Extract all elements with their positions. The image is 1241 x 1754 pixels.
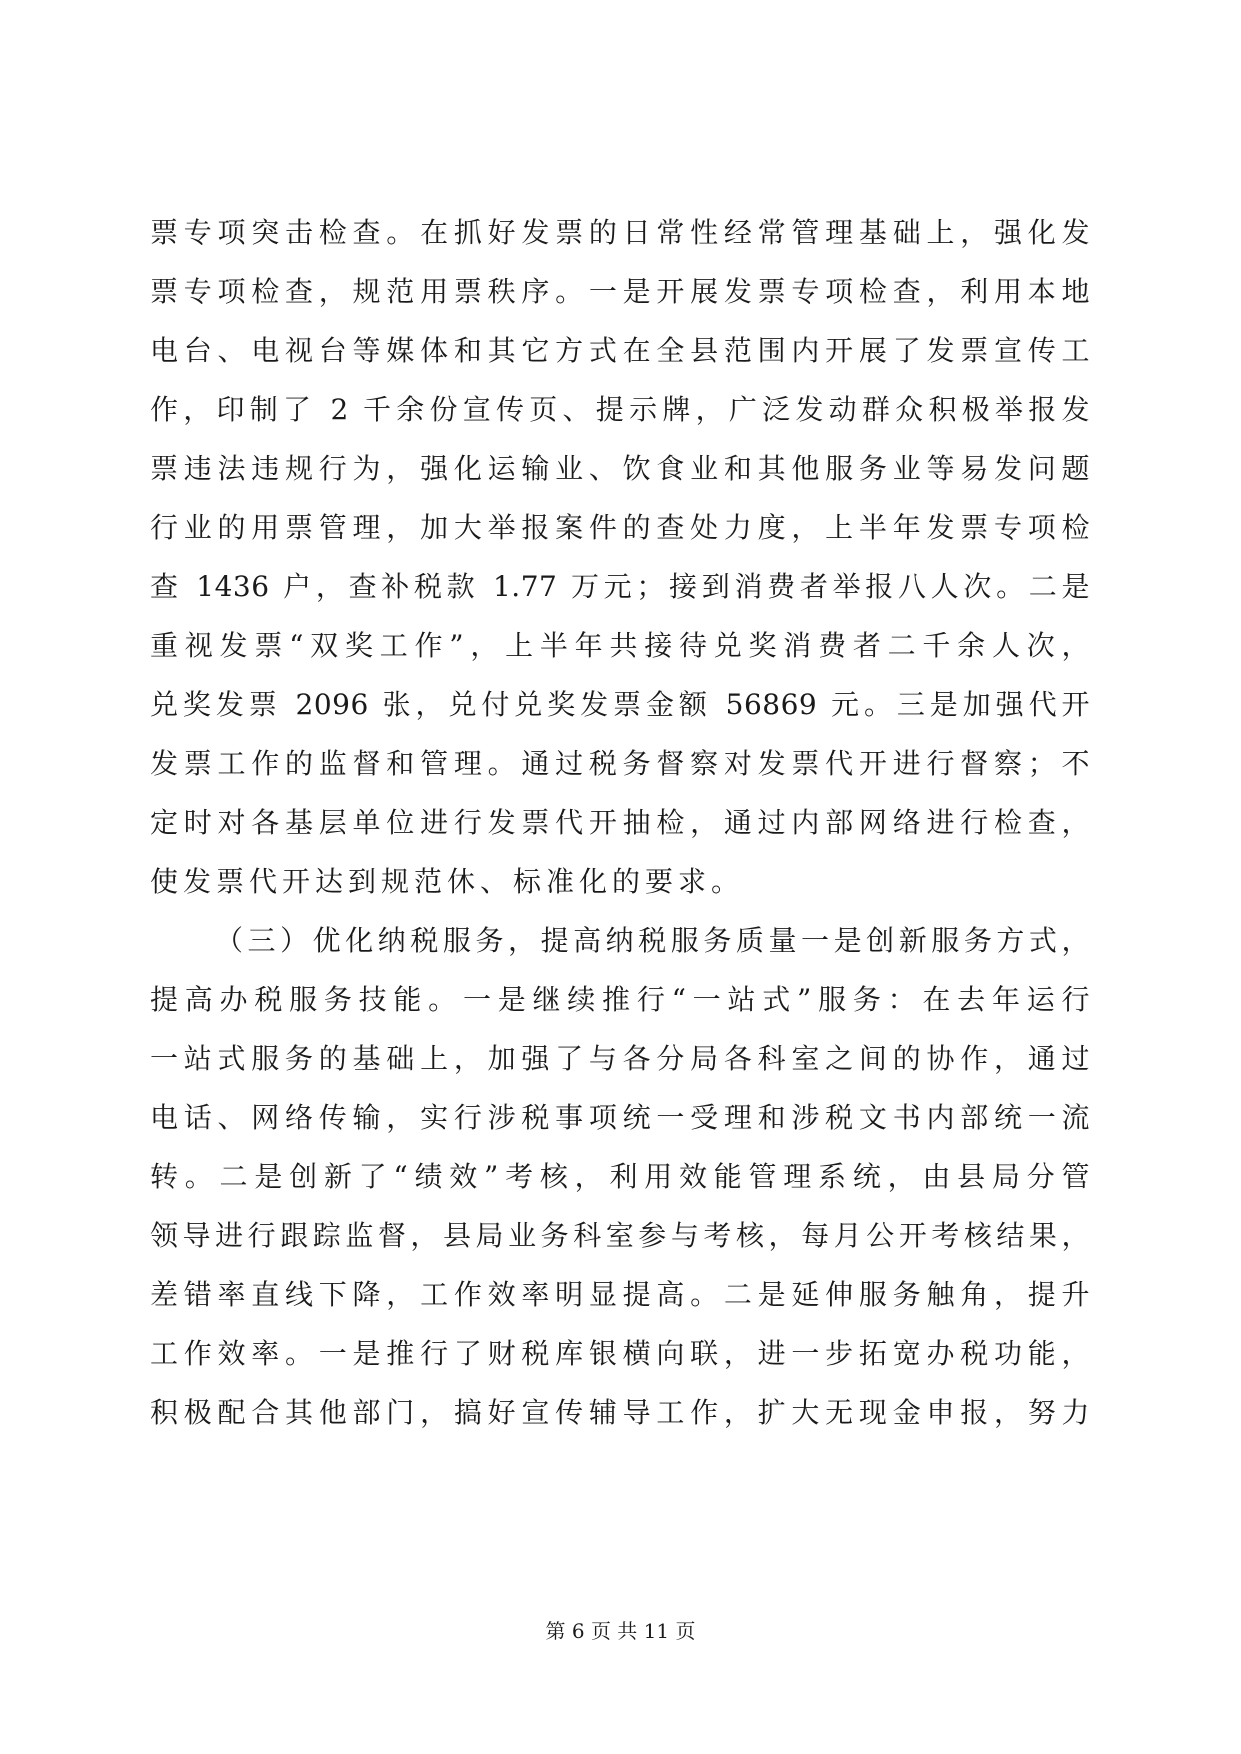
- text-line: 使发票代开达到规范休、标准化的要求。: [150, 865, 745, 898]
- text-line: 票违法违规行为，强化运输业、饮食业和其他服务业等易发问题: [150, 452, 1090, 485]
- text-line: 发票工作的监督和管理。通过税务督察对发票代开进行督察；不: [150, 747, 1090, 780]
- text-line: 兑奖发票 2096 张，兑付兑奖发票金额 56869 元。三是加强代开: [150, 688, 1090, 721]
- text-line: 领导进行跟踪监督，县局业务科室参与考核，每月公开考核结果，: [150, 1219, 1090, 1252]
- text-line: 工作效率。一是推行了财税库银横向联，进一步拓宽办税功能，: [150, 1337, 1090, 1370]
- text-line: 重视发票“双奖工作”，上半年共接待兑奖消费者二千余人次，: [150, 629, 1090, 662]
- text-line: 电台、电视台等媒体和其它方式在全县范围内开展了发票宣传工: [150, 334, 1090, 367]
- text-line: 积极配合其他部门，搞好宣传辅导工作，扩大无现金申报，努力: [150, 1396, 1090, 1429]
- text-line: 转。二是创新了“绩效”考核，利用效能管理系统，由县局分管: [150, 1160, 1090, 1193]
- page-number-footer: 第 6 页 共 11 页: [545, 1619, 696, 1643]
- text-line: 作，印制了 2 千余份宣传页、提示牌，广泛发动群众积极举报发: [150, 393, 1090, 426]
- text-line: 差错率直线下降，工作效率明显提高。二是延伸服务触角，提升: [150, 1278, 1090, 1311]
- text-line: 一站式服务的基础上，加强了与各分局各科室之间的协作，通过: [150, 1042, 1090, 1075]
- text-line: 电话、网络传输，实行涉税事项统一受理和涉税文书内部统一流: [150, 1101, 1090, 1134]
- text-line: 查 1436 户，查补税款 1.77 万元；接到消费者举报八人次。二是: [150, 570, 1090, 603]
- text-line: 定时对各基层单位进行发票代开抽检，通过内部网络进行检查，: [150, 806, 1090, 839]
- text-line: 票专项检查，规范用票秩序。一是开展发票专项检查，利用本地: [150, 275, 1090, 308]
- section-heading-line: （三）优化纳税服务，提高纳税服务质量一是创新服务方式，: [215, 924, 1090, 957]
- text-line: 票专项突击检查。在抓好发票的日常性经常管理基础上，强化发: [150, 216, 1090, 249]
- text-line: 行业的用票管理，加大举报案件的查处力度，上半年发票专项检: [150, 511, 1090, 544]
- text-line: 提高办税服务技能。一是继续推行“一站式”服务：在去年运行: [150, 983, 1090, 1016]
